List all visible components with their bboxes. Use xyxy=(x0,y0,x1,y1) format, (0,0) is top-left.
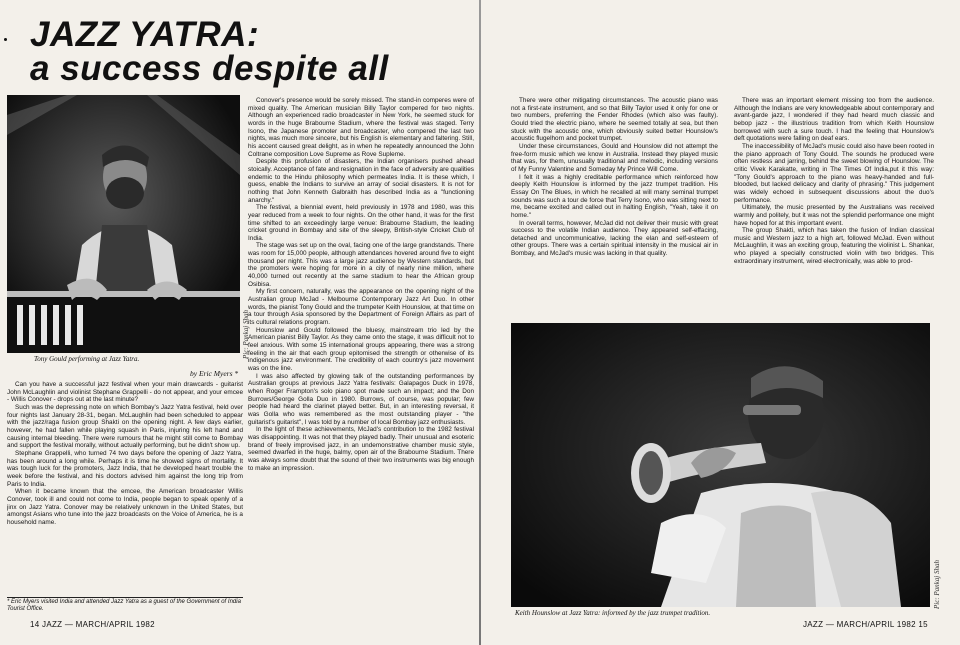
footnote-rule xyxy=(7,597,243,598)
photo-credit-right: Pic: Pankaj Shah xyxy=(933,560,941,609)
headline xyxy=(30,15,470,88)
paragraph: Despite this profusion of disasters, the Indian organisers pushed ahead stoically. Acceptance of fate and resignation in the face of adversity are qualities endemic to the Hindu philosophy which permeates India. It is these which, I guess, enable the Indians to survive an array of social disasters. It is not for nothing that John Kenneth Galbraith has described India as a "functioning anarchy." xyxy=(248,158,474,204)
photo-credit-left: Pic: Pankaj Shah xyxy=(242,310,250,359)
trumpeter-photo-graphic xyxy=(511,323,930,607)
paragraph: Stephane Grappelli, who turned 74 two days before the opening of Jazz Yatra, has been around a long while. Perhaps it is time he showed signs of mortality. It was tough luck for the promoters, Jazz India, that he developed heart trouble the week before the festival, and his doctors advised him against the long trip from Paris to India. xyxy=(7,449,243,488)
paragraph: Ultimately, the music presented by the Australians was received warmly and politely, but it was not the splendid performance one might have hoped for at this important event. xyxy=(734,204,934,227)
photo-caption-right: Keith Hounslow at Jazz Yatra: informed by the jazz trumpet tradition. xyxy=(515,609,711,617)
pianist-photo-graphic xyxy=(7,95,240,353)
folio-right: JAZZ — MARCH/APRIL 1982 15 xyxy=(803,620,928,629)
paragraph: Conover's presence would be sorely missed. The stand-in comperes were of mixed quality. The American musician Billy Taylor compered for two nights. Although an experienced radio broadcaster in New York, he seemed stuck for words in the huge Brabourne Stadium, where the festival was staged. Terry Isono, the Japanese promoter and broadcaster, who compered the last two nights, was much more sincere, but his English is elementary and faltering. Still, his accent caused great delight, as in when he repeatedly announced the John Coltrane composition Love Supreme as Rove Supleme. xyxy=(248,97,474,158)
paragraph: There were other mitigating circumstances. The acoustic piano was not a first-rate instrument, and so that Billy Taylor used it only for one or two numbers, preferring the Fender Rhodes (which also was faulty). Gould tried the electric piano, where he seemed totally at sea, but then stuck with the acoustic one, which obviously suited better Hounslow's acoustic flugelhorn and pocket trumpet. xyxy=(511,97,718,143)
left-page xyxy=(0,0,479,645)
column-4 xyxy=(734,97,934,319)
column-3 xyxy=(511,97,718,317)
paragraph: The group Shakti, which has taken the fusion of Indian classical music and Western jazz to a high art, followed McJad. Even without McLaughlin, it was an exciting group, featuring the violinist L. Shankar, who played a specially constructed violin with two bridges. This extraordinary instrument, wired electronically, was able to prod- xyxy=(734,227,934,265)
paragraph: My first concern, naturally, was the appearance on the opening night of the Australian group McJad - Melbourne Contemporary Jazz Art Duo. In other words, the pianist Tony Gould and the trumpeter Keith Hounslow, at that time on a tour through Asia sponsored by the Department of Foreign Affairs as part of its cultural relations program. xyxy=(248,288,474,327)
paragraph: Can you have a successful jazz festival when your main drawcards - guitarist John McLaughlin and violinist Stephane Grappelli - do not appear, and your emcee - Willis Conover - drops out at the last minute? xyxy=(7,381,243,404)
headline-line-2: a success despite all xyxy=(30,49,389,88)
paragraph: The stage was set up on the oval, facing one of the large grandstands. There was room for 15,000 people, although attendances hovered around five to eight thousand per night. This was a large jazz audience by Western standards, but the promoters were hoping for more in a city of nearly nine million, where 40,000 turned out recently at the same stadium to hear the African group Osibisa. xyxy=(248,242,474,288)
column-1 xyxy=(7,381,243,595)
paragraph: There was an important element missing too from the audience. Although the Indians are very knowledgeable about contemporary and avant-garde jazz, I wondered if they had heard much classic and bebop jazz - the illustrious tradition from which Keith Hounslow borrowed with such a sure touch. I had the feeling that Hounslow's deft quotations were falling on deaf ears. xyxy=(734,97,934,143)
margin-dot xyxy=(4,38,7,41)
paragraph: Such was the depressing note on which Bombay's Jazz Yatra festival, held over four nights last January 28-31, began. McLaughlin had been scheduled to appear with the jazz/raga fusion group Shakti on the opening night. A few days earlier, however, he had fallen while playing squash in Paris, injuring his left hand and causing internal bleeding. There were rumours that he might still come to Bombay and support the festival morally, without actually performing, but he didn't show up. xyxy=(7,403,243,450)
column-2 xyxy=(248,97,474,612)
photo-tony-gould xyxy=(7,95,240,353)
paragraph: The festival, a biennial event, held previously in 1978 and 1980, was this year reduced from a week to four nights. On the other hand, it was for the first time shifted to an exceedingly large venue: Brabourne Stadium, the leading cricket ground in Bombay and site of the sleepy, British-style Cricket Club of India. xyxy=(248,204,474,242)
paragraph: The inaccessibility of McJad's music could also have been rooted in the piano approach of Tony Gould. The sounds he produced were often restless and jarring, behind the sweet blowing of Hounslow. The critic Vivek Karakatte, writing in The Times Of India,put it this way: "Tony Gould's approach to the piano was heavy-handed and full-blooded, but lacked delicacy and clarity of phrasing." This judgement was widely echoed in subsequent discussions about the duo's performance. xyxy=(734,142,934,204)
paragraph: Under these circumstances, Gould and Hounslow did not attempt the free-form music which we know in Australia. Instead they played music that was, for them, unusually traditional and melodic, including versions of My Funny Valentine and Someday My Prince Will Come. xyxy=(511,142,718,173)
paragraph: When it became known that the emcee, the American broadcaster Willis Conover, took ill and could not come to India, people began to speak openly of a jinx on Jazz Yatra. Conover may be relatively unknown in the United States, but amongst Asians who tune into the jazz broadcasts on the Voice of America, he is a household name. xyxy=(7,488,243,526)
folio-left: 14 JAZZ — MARCH/APRIL 1982 xyxy=(30,620,155,629)
headline-line-1: JAZZ YATRA: xyxy=(30,15,260,54)
paragraph: In overall terms, however, McJad did not deliver their music with great success to the volatile Indian audience. They appeared self-effacing, detached and uncommunicative, lacking the elan and self-esteem of other groups. There was a certain spiritual intensity in the musical air in Bombay, and McJad's music was lacking in that quality. xyxy=(511,219,718,258)
paragraph: I was also affected by glowing talk of the outstanding performances by Australian groups at previous Jazz Yatra festivals: Galapagos Duck in 1978, when Roger Frampton's solo piano spot made such an impact; and the Don Burrows/George Golla Duo in 1980. Burrows, of course, was popular; few people had heard the clarinet played better. But, in an interesting reversal, it was Golla who was remembered as the most outstanding player - "the guitarist's guitarist", I was told by a number of local Bombay jazz enthusiasts. xyxy=(248,372,474,426)
paragraph: I felt it was a highly creditable performance which reinforced how deeply Keith Hounslow is informed by the jazz trumpet tradition. His Essay On The Blues, in which he recalled at will many seminal trumpet sounds was such a tour de force that Terry Isono, who was sitting next to me, became excited and called out in halting English, "Yeah, take it on home." xyxy=(511,173,718,219)
footnote: * Eric Myers visited India and attended Jazz Yatra as a guest of the Government of India Tourist Office. xyxy=(7,599,241,612)
photo-keith-hounslow xyxy=(511,323,930,607)
byline: by Eric Myers * xyxy=(190,369,239,378)
paragraph: Hounslow and Gould followed the bluesy, mainstream trio led by the American pianist Billy Taylor. As they came onto the stage, it was difficult not to feel anxious. With some 15 international groups appearing, there was a strong feeling in the air that each group epitomised the strength or otherwise of its indigenous jazz environment. The credibility of each country's jazz movement was on the line. xyxy=(248,326,474,372)
photo-caption-left: Tony Gould performing at Jazz Yatra. xyxy=(34,355,140,363)
right-page xyxy=(481,0,960,645)
paragraph: In the light of these achievements, McJad's contribution to the 1982 festival was disappointing. It was not that they played badly. Their unusual and esoteric brand of freely improvised jazz, in an undemonstrative chamber music style, seemed dwarfed in the huge, balmy, open air of the Brabourne Stadium. There was always some doubt that the sound of their two instruments was big enough to make an impression. xyxy=(248,426,474,472)
